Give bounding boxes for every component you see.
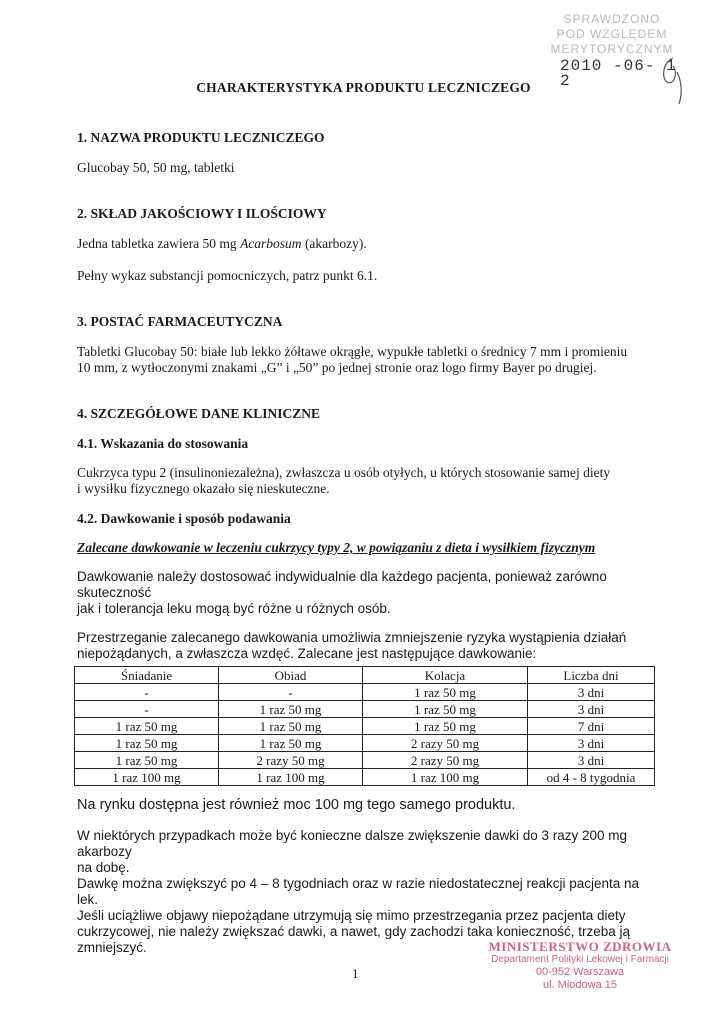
table-cell: 3 dni — [528, 684, 655, 701]
table-cell: 3 dni — [528, 701, 655, 718]
table-row — [75, 735, 655, 752]
column-header: Kolacja — [363, 667, 528, 684]
excipients-text: Pełny wykaz substancji pomocniczych, patrz punkt 6.1. — [77, 268, 378, 283]
table-cell: 2 razy 50 mg — [219, 752, 363, 769]
section-heading: 4. SZCZEGÓŁOWE DANE KLINICZNE — [77, 406, 321, 421]
section-heading: 2. SKŁAD JAKOŚCIOWY I ILOŚCIOWY — [77, 206, 327, 221]
stamp-line: Departament Polityki Lekowej i Farmacji — [491, 954, 669, 965]
indication-line: i wysiłku fizycznego okazało się nieskuteczne. — [77, 481, 330, 496]
dosage-line: Jeśli uciążliwe objawy niepożądane utrzymują się mimo przestrzegania przez pacjenta diety — [77, 908, 626, 923]
dosage-line: jak i tolerancja leku mogą być różne u różnych osób. — [77, 601, 391, 616]
dosage-line: Przestrzeganie zalecanego dawkowania umożliwia zmniejszenie ryzyka wystąpienia działań — [77, 630, 627, 645]
dosage-heading: Zalecane dawkowanie w leczeniu cukrzycy typy 2, w powiązaniu z dieta i wysiłkiem fizycznym — [77, 540, 596, 555]
table-cell: 3 dni — [528, 752, 655, 769]
table-cell: od 4 - 8 tygodnia — [528, 769, 655, 786]
stamp-line: MERYTORYCZNYM — [550, 42, 674, 56]
table-cell: 3 dni — [528, 735, 655, 752]
page-title: CHARAKTERYSTYKA PRODUKTU LECZNICZEGO — [196, 80, 531, 95]
table-row — [75, 752, 655, 769]
italic-substance: Acarbosum — [240, 236, 302, 251]
table-cell: 1 raz 50 mg — [363, 718, 528, 735]
dosage-line: na dobę. — [77, 860, 130, 875]
table-cell: 2 razy 50 mg — [363, 752, 528, 769]
table-cell: 1 raz 100 mg — [219, 769, 363, 786]
dosage-line: niepożądanych, a zwłaszcza wzdęć. Zalecane jest następujące dawkowanie: — [77, 646, 537, 661]
stamp-line: MINISTERSTWO ZDROWIA — [488, 939, 672, 954]
dosage-line: Dawkę można zwiększyć po 4 – 8 tygodniach oraz w razie niedostatecznej reakcji pacjenta na lek. — [77, 876, 640, 907]
table-cell: - — [219, 684, 363, 701]
table-cell: - — [75, 701, 219, 718]
stamp-line: 00-952 Warszawa — [535, 966, 625, 978]
ministry-stamp — [460, 940, 700, 992]
table-cell: 1 raz 50 mg — [363, 684, 528, 701]
table-cell: - — [75, 684, 219, 701]
subsection-heading: 4.2. Dawkowanie i sposób podawania — [77, 511, 291, 526]
table-cell: 1 raz 50 mg — [363, 701, 528, 718]
dosage-line: zmniejszyć. — [77, 940, 147, 955]
form-line: 10 mm, z wytłoczonymi znakami „G” i „50” po jednej stronie oraz logo firmy Bayer po drugiej. — [77, 360, 597, 375]
page-number: 1 — [352, 966, 359, 981]
stamp-line: ul. Miodowa 15 — [543, 979, 617, 991]
market-note: Na rynku dostępna jest również moc 100 mg tego samego produktu. — [77, 797, 516, 813]
table-header-row — [75, 667, 655, 684]
subsection-heading: 4.1. Wskazania do stosowania — [77, 436, 249, 451]
section-heading: 3. POSTAĆ FARMACEUTYCZNA — [77, 314, 283, 329]
dosage-line: W niektórych przypadkach może być konieczne dalsze zwiększenie dawki do 3 razy 200 mg akarbozy — [77, 828, 628, 859]
text-part: (akarbozy). — [301, 236, 367, 251]
table-cell: 1 raz 50 mg — [219, 718, 363, 735]
section-heading: 1. NAZWA PRODUKTU LECZNICZEGO — [77, 130, 325, 145]
stamp-line: SPRAWDZONO — [563, 12, 661, 26]
column-header: Śniadanie — [75, 667, 219, 684]
text-part: Jedna tabletka zawiera 50 mg — [77, 236, 241, 251]
stamp-date: 2010 -06- 1 2 — [560, 57, 677, 90]
dosage-table — [74, 666, 655, 786]
dosage-line: cukrzycowej, nie należy zwiększać dawki, a nawet, gdy zachodzi taka konieczność, trzeba ją — [77, 924, 631, 939]
table-cell: 7 dni — [528, 718, 655, 735]
dosage-line: Dawkowanie należy dostosować indywidualnie dla każdego pacjenta, ponieważ zarówno skuteczność — [77, 569, 607, 600]
dosage-increase — [77, 828, 657, 956]
section-1 — [77, 130, 657, 176]
table-cell: 1 raz 50 mg — [75, 718, 219, 735]
table-cell: 1 raz 50 mg — [219, 701, 363, 718]
column-header: Liczba dni — [528, 667, 655, 684]
table-row — [75, 718, 655, 735]
form-line: Tabletki Glucobay 50: białe lub lekko żółtawe okrągłe, wypukłe tabletki o średnicy 7 mm i promieniu — [77, 344, 628, 359]
indication-line: Cukrzyca typu 2 (insulinoniezależna), zwłaszcza u osób otyłych, u których stosowanie samej diety — [77, 465, 611, 480]
table-cell: 1 raz 50 mg — [75, 752, 219, 769]
column-header: Obiad — [219, 667, 363, 684]
table-cell: 1 raz 100 mg — [363, 769, 528, 786]
table-cell: 2 razy 50 mg — [363, 735, 528, 752]
table-row — [75, 701, 655, 718]
section-2 — [77, 206, 657, 284]
composition-text — [77, 236, 657, 252]
table-row — [75, 769, 655, 786]
section-3 — [77, 314, 657, 376]
table-cell: 1 raz 100 mg — [75, 769, 219, 786]
section-4 — [77, 406, 657, 662]
product-name: Glucobay 50, 50 mg, tabletki — [77, 160, 235, 175]
table-cell: 1 raz 50 mg — [219, 735, 363, 752]
table-row — [75, 684, 655, 701]
stamp-line: POD WZGLĘDEM — [556, 27, 668, 41]
table-cell: 1 raz 50 mg — [75, 735, 219, 752]
